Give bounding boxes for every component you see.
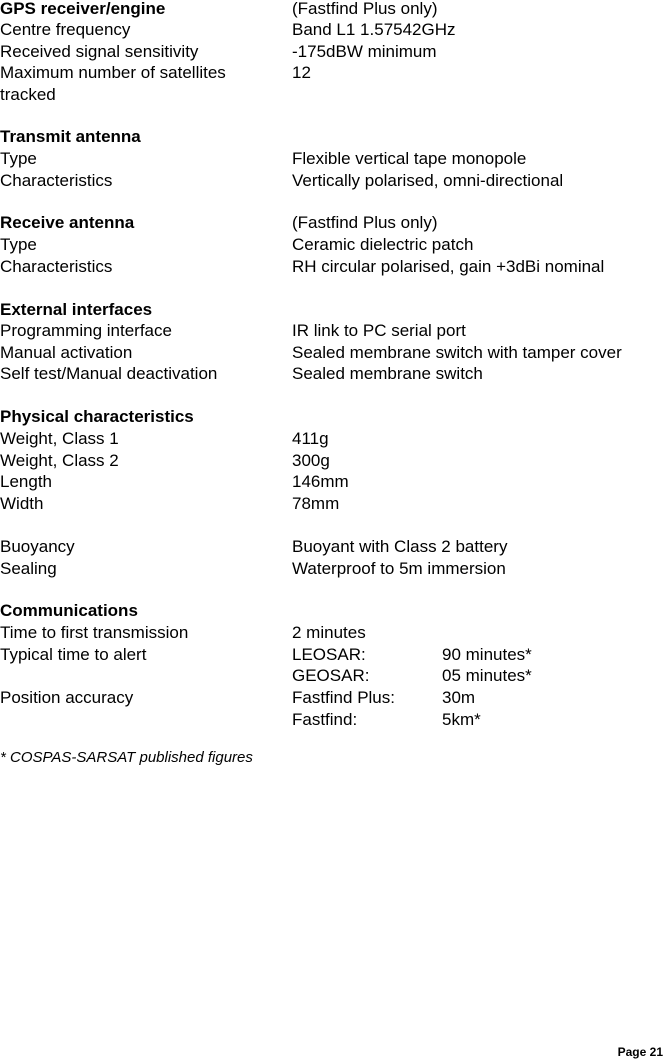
spec-label: Programming interface (0, 321, 172, 340)
spec-value: 300g (292, 451, 330, 470)
spec-label: Sealing (0, 559, 57, 578)
spec-label: Characteristics (0, 257, 113, 276)
spec-value: Waterproof to 5m immersion (292, 559, 506, 578)
spec-label: Self test/Manual deactivation (0, 364, 218, 383)
spec-label: Time to first transmission (0, 623, 189, 642)
spec-label: Received signal sensitivity (0, 42, 199, 61)
spec-value: IR link to PC serial port (292, 321, 466, 340)
section-heading-external: External interfaces (0, 300, 153, 319)
spec-value: 12 (292, 63, 311, 82)
spec-value: Buoyant with Class 2 battery (292, 537, 508, 556)
spec-system: Fastfind Plus: (292, 688, 395, 707)
spec-label: Type (0, 235, 37, 254)
section-heading-receive: Receive antenna (0, 213, 135, 232)
spec-value: Band L1 1.57542GHz (292, 20, 456, 39)
spec-label: Width (0, 494, 44, 513)
spec-value: 411g (292, 429, 329, 448)
spec-label: Position accuracy (0, 688, 134, 707)
spec-system: LEOSAR: (292, 645, 366, 664)
spec-value: Sealed membrane switch (292, 364, 483, 383)
spec-value: RH circular polarised, gain +3dBi nominal (292, 257, 605, 276)
spec-value: 2 minutes (292, 623, 366, 642)
section-heading-transmit: Transmit antenna (0, 127, 141, 146)
spec-label: Typical time to alert (0, 645, 147, 664)
spec-label: Characteristics (0, 171, 113, 190)
spec-label: Buoyancy (0, 537, 75, 556)
spec-value: -175dBW minimum (292, 42, 437, 61)
spec-value: 30m (442, 688, 476, 707)
spec-label: Weight, Class 1 (0, 429, 119, 448)
spec-value: Vertically polarised, omni-directional (292, 171, 564, 190)
spec-value: Ceramic dielectric patch (292, 235, 474, 254)
spec-label: Weight, Class 2 (0, 451, 119, 470)
spec-value: 5km* (442, 710, 481, 729)
spec-system: Fastfind: (292, 710, 358, 729)
footnote: * COSPAS-SARSAT published figures (0, 749, 253, 766)
spec-value: Flexible vertical tape monopole (292, 149, 527, 168)
spec-label-continued: tracked (0, 85, 56, 104)
spec-value: 146mm (292, 472, 349, 491)
spec-system: GEOSAR: (292, 666, 370, 685)
spec-value: 78mm (292, 494, 340, 513)
section-heading-physical: Physical characteristics (0, 407, 194, 426)
spec-value: 90 minutes* (442, 645, 532, 664)
spec-value: Sealed membrane switch with tamper cover (292, 343, 622, 362)
page-number: Page 21 (617, 1045, 663, 1059)
spec-label: Centre frequency (0, 20, 131, 39)
spec-label: Type (0, 149, 37, 168)
receive-note: (Fastfind Plus only) (292, 213, 438, 232)
spec-label: Maximum number of satellites (0, 63, 226, 82)
section-heading-gps: GPS receiver/engine (0, 0, 166, 18)
gps-note: (Fastfind Plus only) (292, 0, 438, 18)
spec-label: Length (0, 472, 52, 491)
spec-value: 05 minutes* (442, 666, 532, 685)
section-heading-communications: Communications (0, 601, 138, 620)
spec-label: Manual activation (0, 343, 133, 362)
